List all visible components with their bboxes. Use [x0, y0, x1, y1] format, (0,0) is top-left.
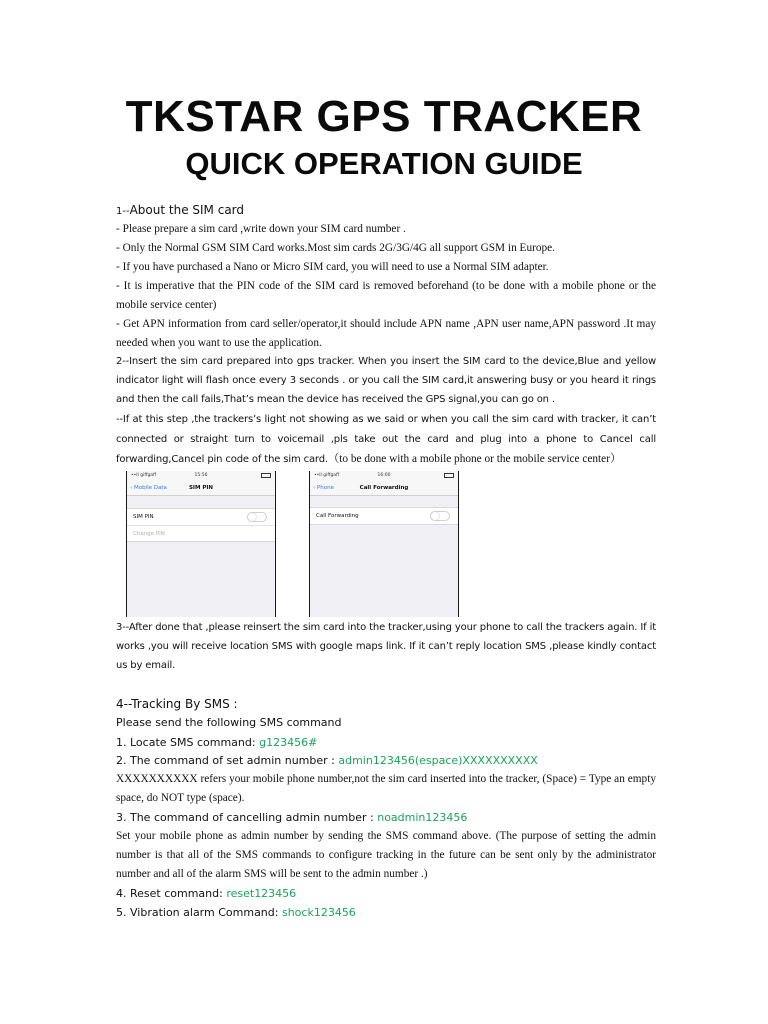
command-2-description: XXXXXXXXXX refers your mobile phone number,not the sim card inserted into the tracker, (Space) = Type an empty space, do NOT type (space). [116, 773, 656, 804]
call-forwarding-row[interactable] [310, 508, 458, 524]
nav-bar [127, 480, 275, 496]
section2-note-text: --If at this step ,the trackers’s light not showing as we said or when you call the sim card with tracker, it can’t connected or straight turn to voicemail ,pls take out the card and plug into a phone to Cancel call forwarding,Cancel pin code of the sim card. [116, 414, 656, 465]
call-forwarding-label: Call Forwarding [316, 513, 359, 519]
command-5-code: shock123456 [281, 906, 356, 919]
command-4-label: 4. Reset command: [116, 887, 227, 900]
nav-title: Call Forwarding [359, 485, 409, 491]
section1-line-1: - Please prepare a sim card ,write down your SIM card number . [116, 223, 406, 235]
section1-line-3: - If you have purchased a Nano or Micro SIM card, you will need to use a Normal SIM adapter. [116, 261, 549, 273]
command-item-5 [116, 903, 656, 922]
carrier-label: ••ll giffgaff [131, 473, 157, 478]
command-3-code: noadmin123456 [377, 811, 468, 824]
settings-group [310, 507, 458, 525]
phone-screenshot-call-forwarding [309, 471, 459, 617]
section2-note-serif: （to be done with a mobile phone or the mobile service center） [327, 453, 622, 465]
command-2-label: 2. The command of set admin number : [116, 754, 339, 767]
document-title: TKSTAR GPS TRACKER [125, 92, 643, 141]
section2-paragraph: 2--Insert the sim card prepared into gps tracker. When you insert the SIM card to the device,Blue and yellow indicator light will flash once every 3 seconds . or you call the SIM card,it answering busy or you heard it rings and then the call fails,That’s mean the device has received the GPS signal,you can go on . [116, 356, 656, 405]
sim-pin-label: SIM PIN [133, 514, 154, 520]
section1-number: 1-- [116, 206, 130, 217]
battery-icon [261, 473, 271, 478]
command-item-3 [116, 808, 656, 827]
back-label: Mobile Data [133, 485, 167, 491]
battery-icon [444, 473, 454, 478]
phone-screenshot-sim-pin [126, 471, 276, 617]
section1-line-5: - Get APN information from card seller/operator,it should include APN name ,APN user name,APN password .It may needed when you want to use the application. [116, 318, 656, 349]
call-forwarding-toggle[interactable] [430, 511, 450, 521]
section3-paragraph: 3--After done that ,please reinsert the sim card into the tracker,using your phone to call the trackers again. If it works ,you will receive location SMS with google maps link. If it can’t reply location SMS ,please kindly contact us by email. [116, 622, 656, 671]
section1-line-2: - Only the Normal GSM SIM Card works.Most sim cards 2G/3G/4G all support GSM in Europe. [116, 242, 555, 254]
section4-intro: Please send the following SMS command [116, 716, 342, 729]
section1-title: About the SIM card [129, 203, 245, 217]
nav-bar [310, 480, 458, 496]
command-5-label: 5. Vibration alarm Command: [116, 906, 282, 919]
command-1-code: g123456# [259, 736, 318, 749]
back-button[interactable]: ‹ Phone [313, 485, 334, 491]
command-1-label: 1. Locate SMS command: [116, 736, 260, 749]
back-button[interactable]: ‹ Mobile Data [130, 485, 167, 491]
change-pin-row[interactable] [127, 525, 275, 541]
sim-pin-row[interactable] [127, 509, 275, 525]
document-subtitle: QUICK OPERATION GUIDE [185, 146, 583, 181]
command-item-2 [116, 751, 656, 770]
nav-title: SIM PIN [188, 485, 214, 491]
command-4-code: reset123456 [226, 887, 297, 900]
section1-line-4: - It is imperative that the PIN code of the SIM card is removed beforehand (to be done with a mobile phone or the mobile service center) [116, 280, 656, 311]
clock-label: 15:56 [194, 473, 208, 478]
status-bar [127, 471, 275, 480]
settings-group [127, 508, 275, 542]
clock-label: 16:00 [377, 473, 391, 478]
carrier-label: ••ll giffgaff [314, 473, 340, 478]
section2-note [116, 409, 656, 469]
section1-heading [116, 201, 656, 221]
command-3-description: Set your mobile phone as admin number by sending the SMS command above. (The purpose of setting the admin number is that all of the SMS commands to configure tracking in the future can be sent only by the administrator number and all of the alarm SMS will be sent to the admin number .) [116, 830, 656, 880]
section4-heading: 4--Tracking By SMS : [116, 697, 238, 711]
command-item-4 [116, 884, 656, 903]
change-pin-label: Change PIN [133, 531, 165, 537]
command-3-label: 3. The command of cancelling admin number : [116, 811, 378, 824]
back-label: Phone [316, 485, 334, 491]
status-bar [310, 471, 458, 480]
command-item-1 [116, 733, 656, 752]
command-2-code: admin123456(espace)XXXXXXXXXX [338, 754, 538, 767]
sim-pin-toggle[interactable] [247, 512, 267, 522]
